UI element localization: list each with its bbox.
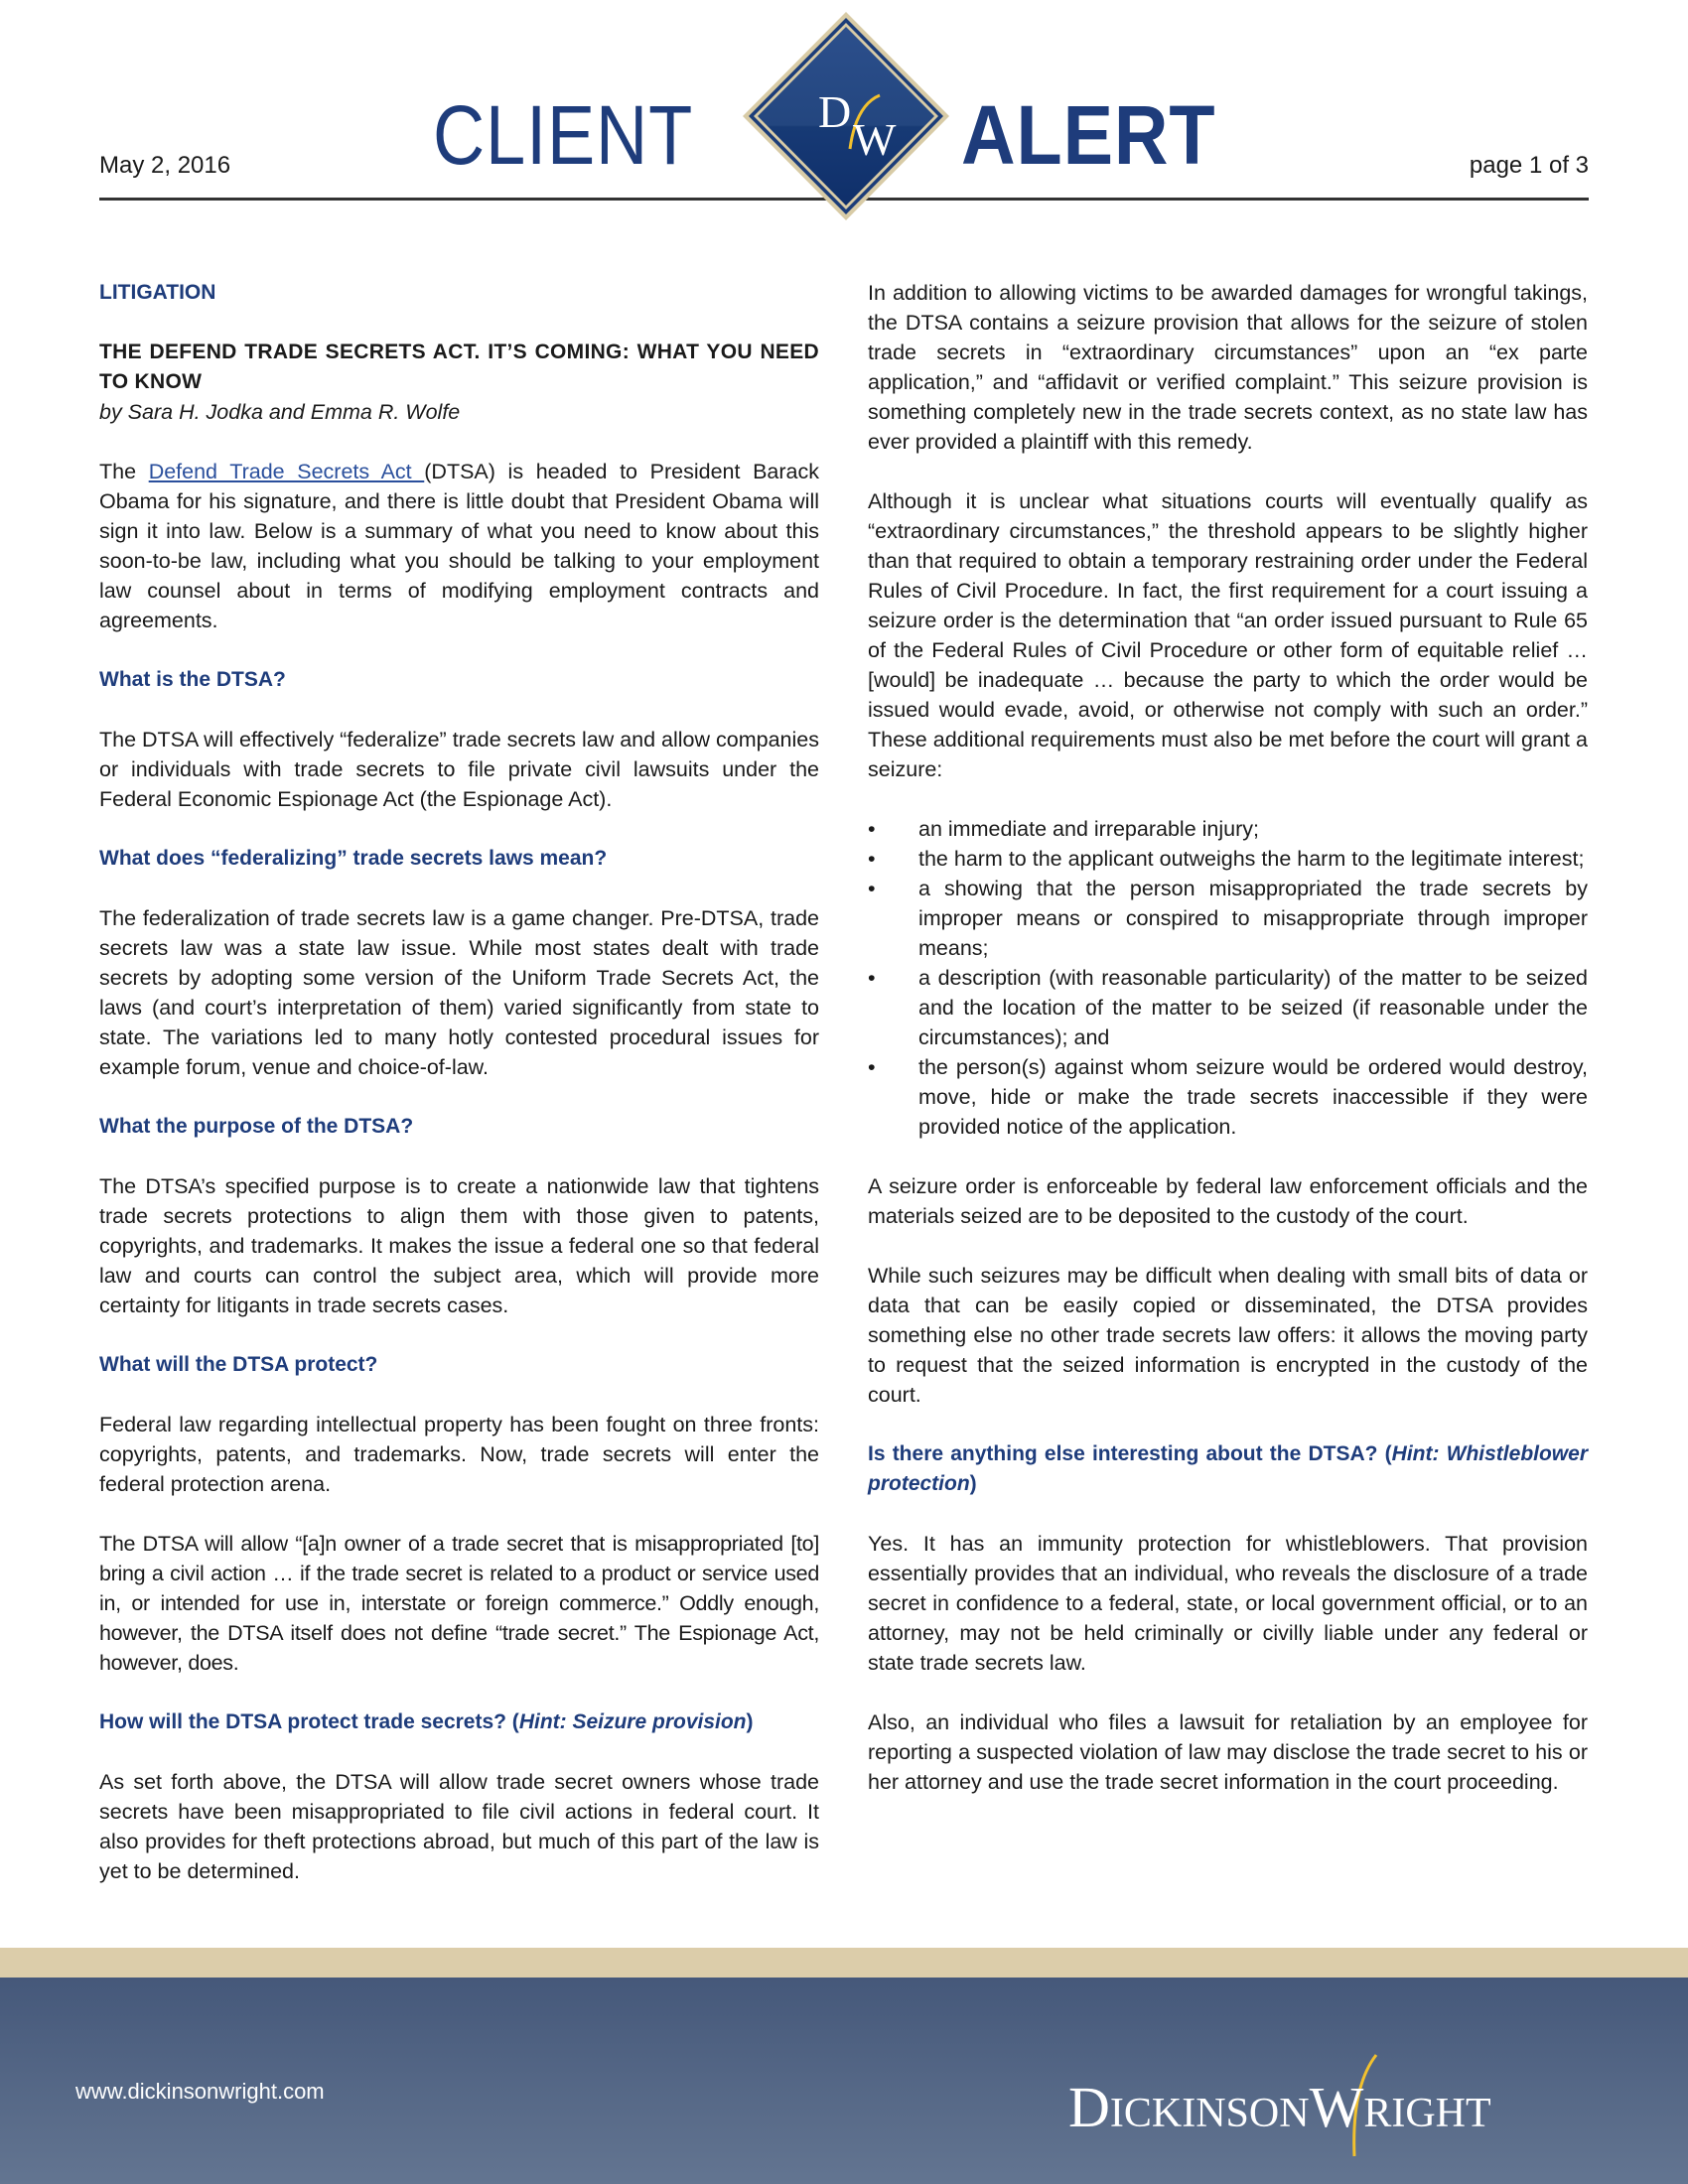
heading-whistleblower: [868, 1439, 1588, 1499]
list-item: [868, 1052, 1588, 1142]
svg-text:DICKINSONWRIGHT: [1068, 2075, 1491, 2139]
seizure-requirements-list: [868, 814, 1588, 1142]
heading-close: ): [746, 1710, 754, 1733]
paragraph: As set forth above, the DTSA will allow trade secret owners whose trade secrets have been misappropriated to file civil actions in federal court. It also provides for theft protections abroad, but much of this part of the law is yet to be determined.: [99, 1770, 819, 1883]
logo-letter-d: D: [818, 86, 852, 137]
dickinson-wright-logo: [1068, 2037, 1624, 2166]
heading-what-is-dtsa: What is the DTSA?: [99, 668, 286, 691]
paragraph: The DTSA will allow “[a]n owner of a trade secret that is misappropriated [to] bring a civil action … if the trade secret is related to a product or service used in, or intended for use in, interstate or foreign commerce.” Oddly enough, however, the DTSA itself does not define “trade secret.” The Espionage Act, however, does.: [99, 1532, 819, 1675]
dtsa-link[interactable]: Defend Trade Secrets Act: [148, 460, 425, 483]
paragraph: The federalization of trade secrets law is a game changer. Pre-DTSA, trade secrets law was a state law issue. While most states dealt with trade secrets by adopting some version of the Uniform Trade Secrets Act, the laws (and court’s interpretation of them) varied significantly from state to state. The variations led to many hotly contested procedural issues for example forum, venue and choice-of-law.: [99, 906, 819, 1079]
paragraph: Federal law regarding intellectual property has been fought on three fronts: copyrights, patents, and trademarks. Now, trade secrets will enter the federal protection arena.: [99, 1413, 819, 1496]
paragraph: Although it is unclear what situations courts will eventually qualify as “extraordinary circumstances,” the threshold appears to be slightly higher than that required to obtain a temporary restraining order under the Federal Rules of Civil Procedure. In fact, the first requirement for a court issuing a seizure order is the determination that “an order issued pursuant to Rule 65 of the Federal Rules of Civil Procedure or other form of equitable relief … [would] be inadequate … because the party to which the order would be issued would evade, avoid, or otherwise not comply with such an order.” These additional requirements must also be met before the court will grant a seizure:: [868, 489, 1588, 781]
heading-close: ): [969, 1472, 977, 1495]
logo-rest-wright: RIGHT: [1363, 2091, 1491, 2136]
paragraph: A seizure order is enforceable by federal law enforcement officials and the materials seized are to be deposited to the custody of the court.: [868, 1174, 1588, 1228]
intro-paragraph: [99, 457, 819, 635]
intro-suffix: (DTSA) is headed to President Barack Obama for his signature, and there is little doubt that President Obama will sign it into law. Below is a summary of what you need to know about this soon-to-be law, including what you should be talking to your employment law counsel about in terms of modifying employment contracts and agreements.: [99, 460, 819, 632]
bullet-icon: •: [868, 877, 876, 900]
dw-diamond-logo: [741, 10, 951, 222]
list-item-text: the person(s) against whom seizure would be ordered would destroy, move, hide or make the trade secrets inaccessible if they were provided notice of the application.: [918, 1055, 1588, 1139]
paragraph: While such seizures may be difficult when dealing with small bits of data or data that can be easily copied or disseminated, the DTSA provides something else no other trade secrets law offers: it allows the moving party to request that the seized information is encrypted in the custody of the court.: [868, 1264, 1588, 1407]
website-link[interactable]: www.dickinsonwright.com: [75, 2079, 325, 2104]
list-item-text: a showing that the person misappropriated the trade secrets by improper means or conspired to misappropriate through improper means;: [918, 877, 1588, 960]
list-item: [868, 814, 1588, 844]
heading-protect: What will the DTSA protect?: [99, 1353, 378, 1376]
heading-how-protect: [99, 1707, 819, 1737]
heading-hint: Hint: Whistleblower protection: [868, 1442, 1588, 1495]
article-title: THE DEFEND TRADE SECRETS ACT. IT’S COMING: WHAT YOU NEED TO KNOW: [99, 341, 819, 393]
paragraph: The DTSA’s specified purpose is to create a nationwide law that tightens trade secrets protections to align them with those given to patents, copyrights, and trademarks. It makes the issue a federal one so that federal law and courts can control the subject area, which will provide more certainty for litigants in trade secrets cases.: [99, 1174, 819, 1317]
right-column: [868, 278, 1588, 1827]
heading-text: How will the DTSA protect trade secrets? (: [99, 1710, 519, 1733]
bullet-icon: •: [868, 966, 876, 990]
title-client: CLIENT: [433, 88, 694, 182]
bullet-icon: •: [868, 1055, 876, 1079]
list-item: [868, 963, 1588, 1052]
section-label: LITIGATION: [99, 281, 216, 304]
page-footer: [0, 1978, 1688, 2184]
paragraph: In addition to allowing victims to be awarded damages for wrongful takings, the DTSA contains a seizure provision that allows for the seizure of stolen trade secrets in “extraordinary circumstances” upon an “ex parte application,” and “affidavit or verified complaint.” This seizure provision is something completely new in the trade secrets context, as no state law has ever provided a plaintiff with this remedy.: [868, 281, 1588, 454]
heading-hint: Hint: Seizure provision: [518, 1710, 747, 1733]
bullet-icon: •: [868, 847, 876, 871]
paragraph: Yes. It has an immunity protection for whistleblowers. That provision essentially provides that an individual, who reveals the disclosure of a trade secret in confidence to a federal, state, or local government official, or to an attorney, may not be held criminally or civilly liable under any federal or state trade secrets law.: [868, 1532, 1588, 1675]
list-item: [868, 874, 1588, 963]
title-alert: ALERT: [961, 88, 1216, 182]
bullet-icon: •: [868, 817, 876, 841]
list-item-text: the harm to the applicant outweighs the harm to the legitimate interest;: [918, 847, 1585, 871]
dw-logo-icon: [741, 10, 951, 222]
paragraph: The DTSA will effectively “federalize” trade secrets law and allow companies or individuals with trade secrets to file private civil lawsuits under the Federal Economic Espionage Act (the Espionage Act).: [99, 728, 819, 811]
byline: by Sara H. Jodka and Emma R. Wolfe: [99, 400, 461, 424]
logo-initial-w: W: [1309, 2075, 1364, 2139]
list-item-text: a description (with reasonable particularity) of the matter to be seized and the location of the matter to be seized (if reasonable under the circumstances); and: [918, 966, 1588, 1049]
heading-text: Is there anything else interesting about the DTSA? (: [868, 1442, 1392, 1465]
list-item-text: an immediate and irreparable injury;: [918, 817, 1259, 841]
logo-rest-dickinson: ICKINSON: [1109, 2091, 1310, 2136]
intro-prefix: The: [99, 460, 149, 483]
page-indicator: page 1 of 3: [1469, 152, 1589, 179]
page-header: [0, 0, 1688, 238]
heading-purpose: What the purpose of the DTSA?: [99, 1115, 414, 1138]
paragraph: Also, an individual who files a lawsuit for retaliation by an employee for reporting a suspected violation of law may disclose the trade secret to his or her attorney and use the trade secret information in the court proceeding.: [868, 1710, 1588, 1794]
logo-letter-w: W: [853, 114, 897, 165]
list-item: [868, 844, 1588, 874]
logo-initial-d: D: [1068, 2075, 1110, 2139]
heading-federalizing: What does “federalizing” trade secrets laws mean?: [99, 847, 608, 870]
alert-date: May 2, 2016: [99, 152, 231, 179]
footer-tan-band: [0, 1948, 1688, 1978]
left-column: [99, 278, 819, 1916]
